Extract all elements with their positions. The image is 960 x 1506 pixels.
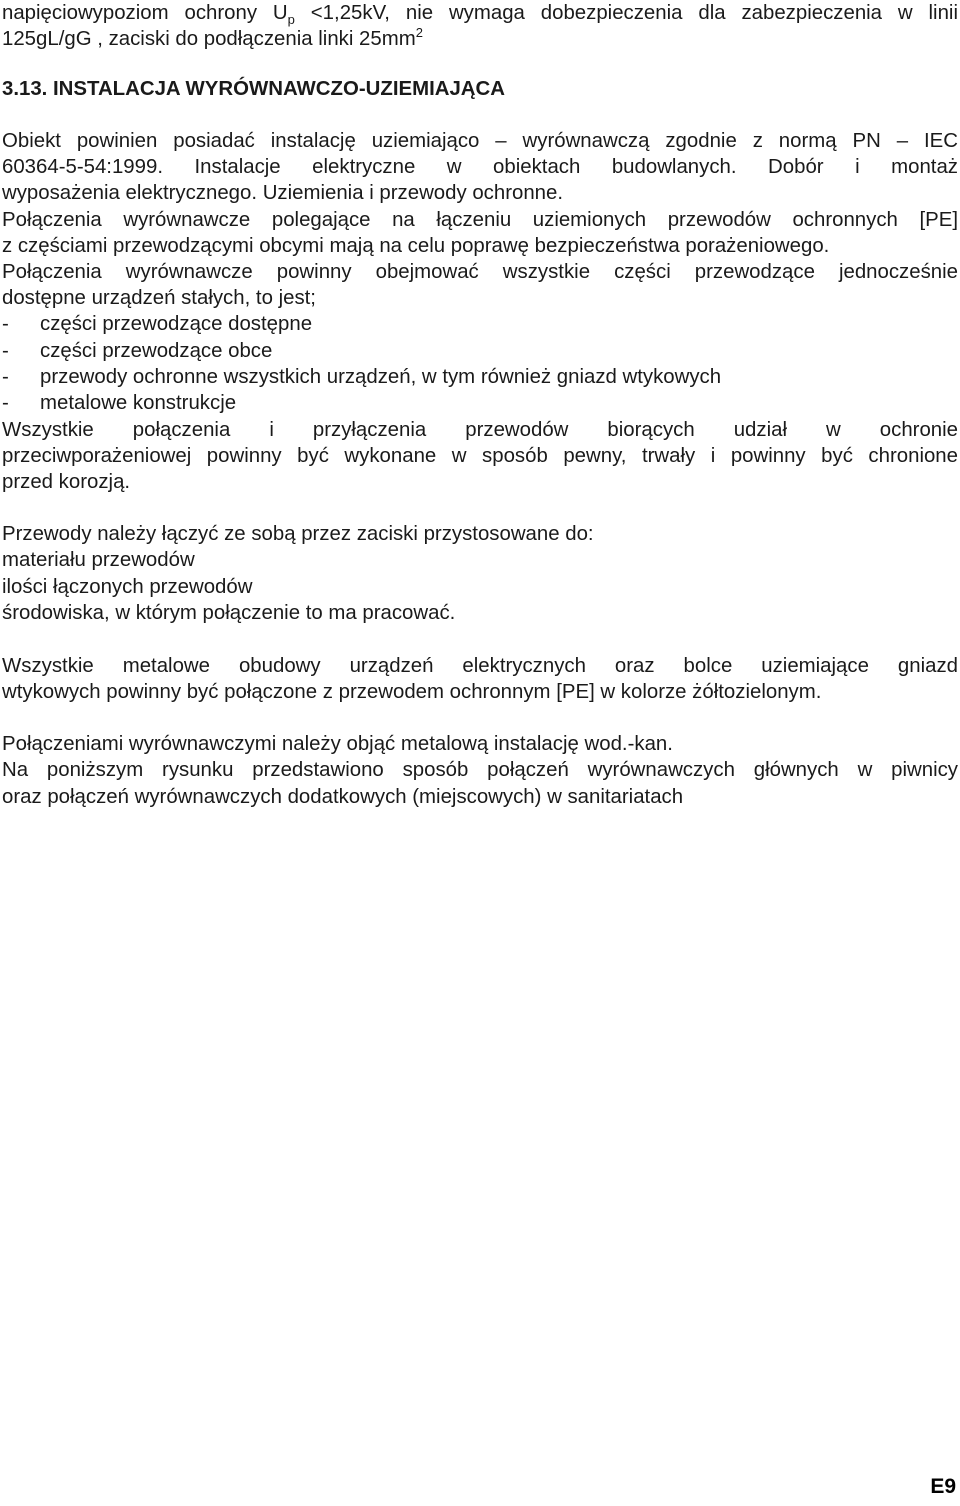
text-line: Na poniższym rysunku przedstawiono sposób połączeń wyrównawczych głównych w piwnicy	[2, 759, 958, 781]
list-item: - części przewodzące dostępne	[2, 313, 313, 335]
text-line: napięciowypoziom ochrony $U_p <1,25kV$, nie wymaga dobezpieczenia dla zabezpieczenia w linii	[2, 2, 958, 28]
text-line: środowiska, w którym połączenie to ma pracować.	[2, 602, 456, 624]
text-line: Wszystkie metalowe obudowy urządzeń elektrycznych oraz bolce uziemiające gniazd	[2, 655, 958, 677]
text-line: z częściami przewodzącymi obcymi mają na celu poprawę bezpieczeństwa porażeniowego.	[2, 235, 830, 257]
text-line: dostępne urządzeń stałych, to jest;	[2, 287, 316, 309]
text-line: Obiekt powinien posiadać instalację uziemiająco – wyrównawczą zgodnie z normą PN – IEC	[2, 130, 958, 152]
text-line: Połączenia wyrównawcze powinny obejmować wszystkie części przewodzące jednocześnie	[2, 261, 958, 283]
page-number: E9	[930, 1475, 956, 1498]
text-line: Połączeniami wyrównawczymi należy objąć metalową instalację wod.-kan.	[2, 733, 673, 755]
section-heading: 3.13. INSTALACJA WYRÓWNAWCZO-UZIEMIAJĄCA	[2, 78, 505, 100]
text-line: przeciwporażeniowej powinny być wykonane w sposób pewny, trwały i powinny być chronione	[2, 445, 958, 467]
text-line: wyposażenia elektrycznego. Uziemienia i przewody ochronne.	[2, 182, 564, 204]
text-line: Wszystkie połączenia i przyłączenia przewodów biorących udział w ochronie	[2, 419, 958, 441]
text-line: 125gL/gG , zaciski do podłączenia linki $25mm^2$	[2, 25, 423, 50]
list-item: - przewody ochronne wszystkich urządzeń, w tym również gniazd wtykowych	[2, 366, 722, 388]
text-line: oraz połączeń wyrównawczych dodatkowych (miejscowych) w sanitariatach	[2, 786, 684, 808]
text-line: ilości łączonych przewodów	[2, 576, 253, 598]
text-line: 60364-5-54:1999. Instalacje elektryczne w obiektach budowlanych. Dobór i montaż	[2, 156, 958, 178]
text-line: materiału przewodów	[2, 549, 195, 571]
text-line: Połączenia wyrównawcze polegające na łączeniu uziemionych przewodów ochronnych [PE]	[2, 209, 958, 231]
list-item: - metalowe konstrukcje	[2, 392, 237, 414]
text-line: przed korozją.	[2, 471, 131, 493]
list-item: - części przewodzące obce	[2, 340, 273, 362]
text-line: wtykowych powinny być połączone z przewodem ochronnym [PE] w kolorze żółtozielonym.	[2, 681, 822, 703]
text-line: Przewody należy łączyć ze sobą przez zaciski przystosowane do:	[2, 523, 594, 545]
